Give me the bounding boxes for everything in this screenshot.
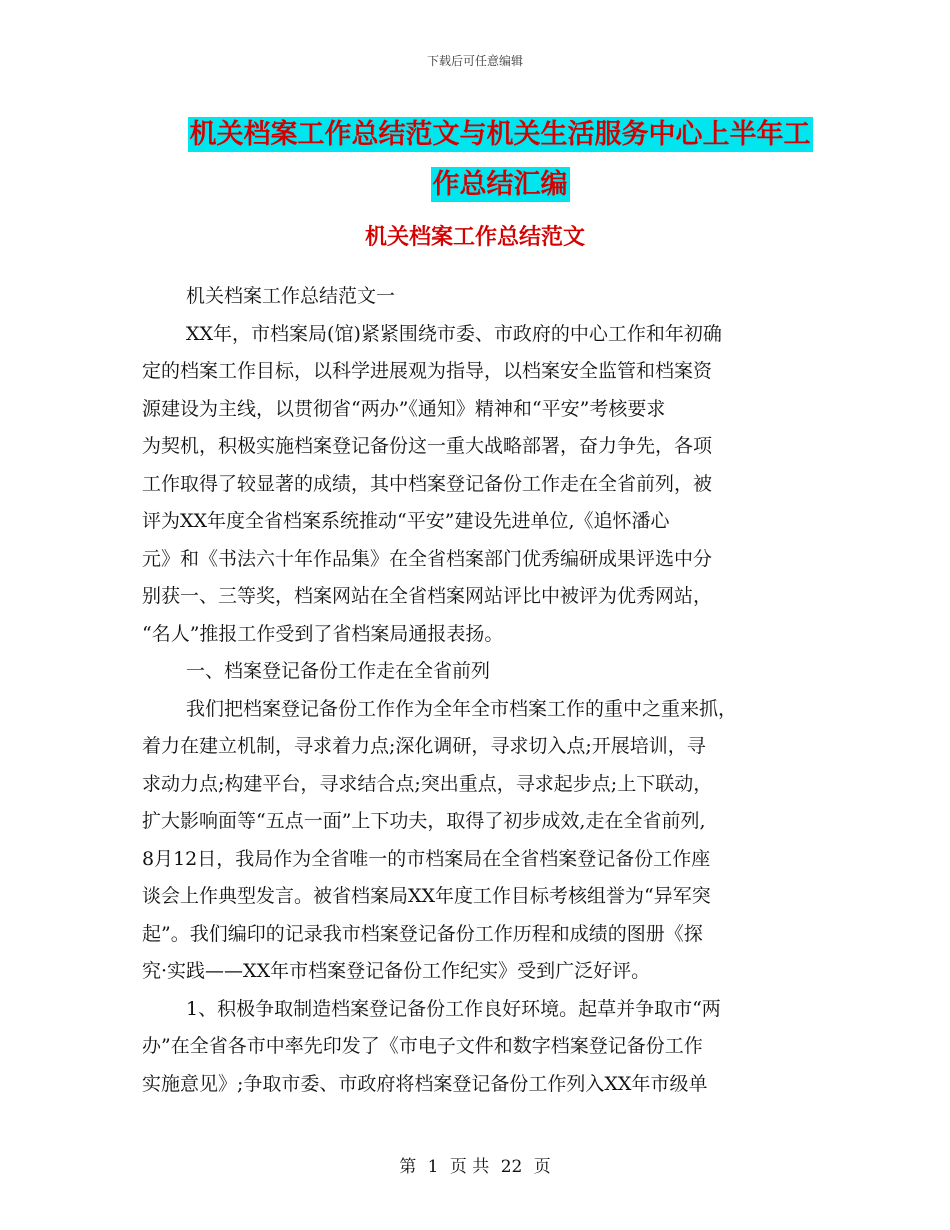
body-line: 谈会上作典型发言。被省档案局XX年度工作目标考核组誉为“异军突 [142,885,711,907]
body-line: 一、档案登记备份工作走在全省前列 [186,660,491,682]
body-line: 1、积极争取制造档案登记备份工作良好环境。起草并争取市“两 [186,997,721,1020]
body-line: 别获一、三等奖，档案网站在全省档案网站评比中被评为优秀网站， [142,585,713,607]
footer-middle: 页 共 [449,1157,490,1177]
body-line: 着力在建立机制，寻求着力点;深化调研，寻求切入点;开展培训，寻 [142,735,706,757]
body-line: 为契机，积极实施档案登记备份这一重大战略部署，奋力争先，各项 [142,435,713,457]
document-body [142,278,812,1103]
body-line: 评为XX年度全省档案系统推动“平安”建设先进单位,《追怀潘心 [142,510,670,532]
body-line: 定的档案工作目标，以科学进展观为指导，以档案安全监管和档案资 [142,360,713,382]
body-line: XX年，市档案局(馆)紧紧围绕市委、市政府的中心工作和年初确 [186,322,722,345]
document-title [150,110,850,210]
body-line: 办”在全省各市中率先印发了《市电子文件和数字档案登记备份工作 [142,1035,703,1057]
page-footer [0,1152,950,1177]
body-line: 元》和《书法六十年作品集》在全省档案部门优秀编研成果评选中分 [142,547,713,570]
header-note: 下载后可任意编辑 [426,54,523,68]
body-line: 工作取得了较显著的成绩，其中档案登记备份工作走在全省前列，被 [142,472,713,495]
body-line: “名人”推报工作受到了省档案局通报表扬。 [142,622,504,645]
footer-suffix: 页 [533,1157,551,1177]
body-line: 求动力点;构建平台，寻求结合点;突出重点，寻求起步点;上下联动， [142,772,713,795]
footer-page-number: 1 [427,1157,439,1177]
title-line-2: 作总结汇编 [432,169,568,200]
body-line: 实施意见》;争取市委、市政府将档案登记备份工作列入XX年市级单 [142,1072,708,1095]
footer-prefix: 第 [399,1157,417,1177]
body-line: 起”。我们编印的记录我市档案登记备份工作历程和成绩的图册《探 [142,922,703,945]
body-line: 扩大影响面等“五点一面”上下功夫，取得了初步成效,走在全省前列, [142,810,706,832]
title-line-1: 机关档案工作总结范文与机关生活服务中心上半年工 [189,119,811,150]
body-line: 机关档案工作总结范文一 [186,285,396,307]
footer-total-pages: 22 [500,1157,523,1177]
body-line: 8月12日，我局作为全省唯一的市档案局在全省档案登记备份工作座 [142,847,711,870]
body-line: 究·实践——XX年市档案登记备份工作纪实》受到广泛好评。 [142,960,651,982]
body-line: 我们把档案登记备份工作作为全年全市档案工作的重中之重来抓， [186,697,738,720]
section-title: 机关档案工作总结范文 [364,225,585,250]
body-line: 源建设为主线，以贯彻省“两办”《通知》精神和“平安”考核要求 [142,397,666,420]
